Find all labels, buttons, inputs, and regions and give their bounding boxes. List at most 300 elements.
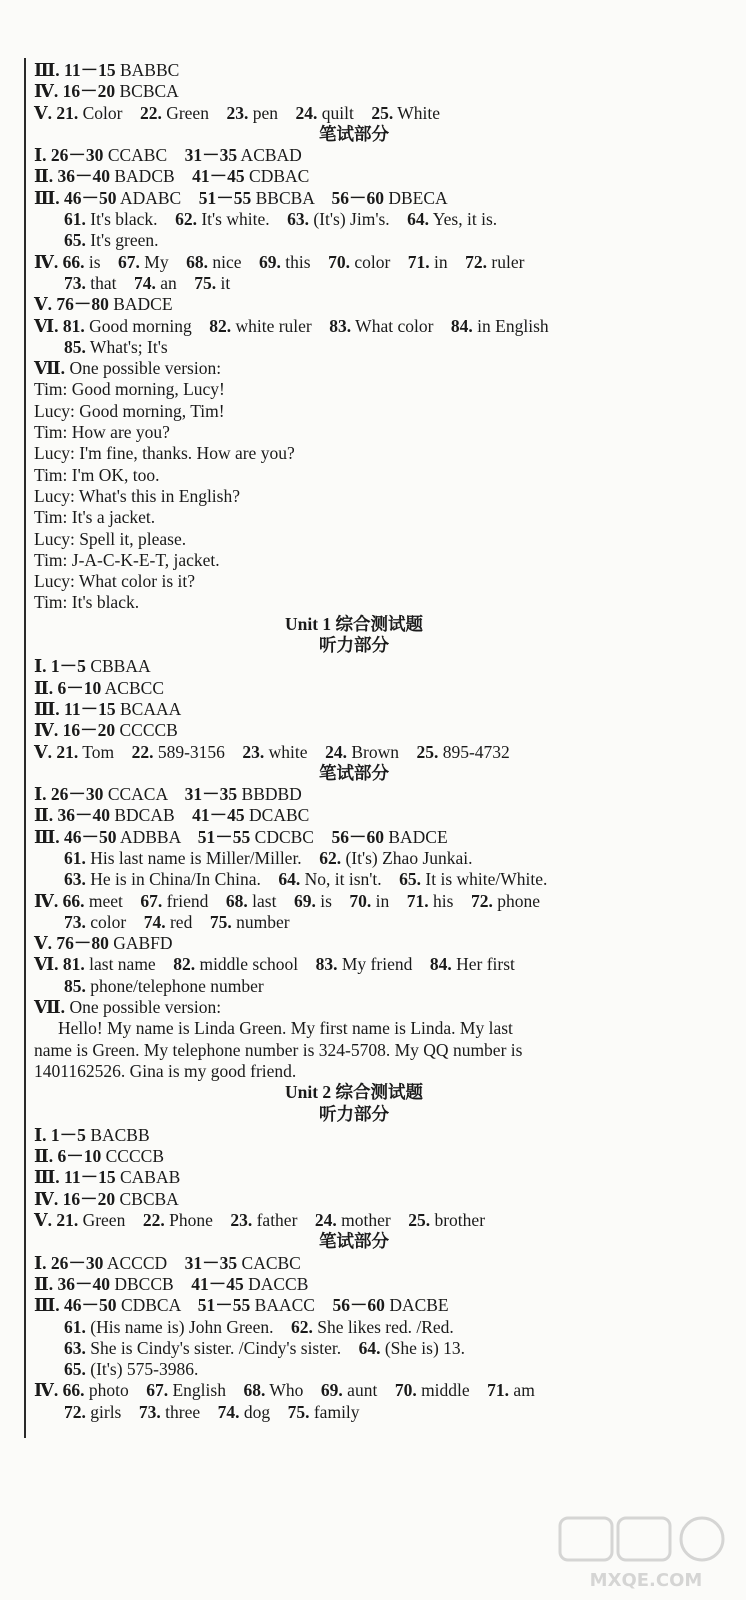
item-number: 69. xyxy=(293,890,316,911)
answer-line xyxy=(34,401,674,422)
item-number: 83. xyxy=(329,315,352,336)
item-number: 69. xyxy=(259,251,281,272)
item-number: Ⅲ. 46－50 xyxy=(34,1295,117,1316)
item-number: 68. xyxy=(186,251,208,272)
item-number: 56－60 xyxy=(331,187,384,208)
answer-text: BADCE xyxy=(383,826,448,847)
answer-text: is xyxy=(315,890,350,911)
answer-text: What color xyxy=(351,315,451,336)
answer-line xyxy=(34,635,674,656)
item-number: 25. xyxy=(408,1210,431,1231)
item-number: Ⅲ. 46－50 xyxy=(34,187,117,208)
watermark-graphic xyxy=(556,1514,736,1594)
answer-line xyxy=(34,1317,674,1338)
answer-line xyxy=(34,1210,674,1231)
answer-line xyxy=(34,81,674,102)
answer-line xyxy=(34,805,674,826)
item-number: Ⅳ. 16－20 xyxy=(34,81,116,102)
item-number: 70. xyxy=(349,890,372,911)
answer-line xyxy=(34,337,674,358)
answer-text: 1401162526. Gina is my good friend. xyxy=(34,1060,297,1081)
answer-text: Tim: I'm OK, too. xyxy=(34,464,160,485)
item-number: Ⅴ. 21. xyxy=(34,102,79,123)
answer-line xyxy=(34,252,674,273)
item-number: Ⅱ. 6－10 xyxy=(34,677,102,698)
answer-text: ACCCD xyxy=(103,1252,185,1273)
item-number: Ⅲ. 46－50 xyxy=(34,826,117,847)
answer-line xyxy=(34,763,674,784)
item-number: 74. xyxy=(134,272,156,293)
answer-text: No, it isn't. xyxy=(300,869,400,890)
item-number: 笔试部分 xyxy=(319,1231,389,1252)
answer-text: BAACC xyxy=(250,1295,333,1316)
answer-line xyxy=(34,614,674,635)
item-number: 70. xyxy=(394,1380,417,1401)
answer-text: Yes, it is. xyxy=(429,209,498,230)
item-number: 61. xyxy=(64,847,86,868)
answer-line xyxy=(34,592,674,613)
item-number: Ⅲ. 11－15 xyxy=(34,698,116,719)
item-number: 71. xyxy=(407,251,430,272)
answer-line xyxy=(34,1295,674,1316)
answer-line xyxy=(34,465,674,486)
answer-line xyxy=(34,1402,674,1423)
answer-text: ruler xyxy=(487,251,525,272)
answer-text: CDCBC xyxy=(250,826,332,847)
answer-text: name is Green. My telephone number is 324-5708. My QQ number is xyxy=(34,1039,523,1060)
answer-line xyxy=(34,1082,674,1103)
item-number: 23. xyxy=(242,741,265,762)
answer-text: (His name is) John Green. xyxy=(85,1316,291,1337)
item-number: 24. xyxy=(295,102,318,123)
answer-text: quilt xyxy=(317,102,372,123)
item-number: 64. xyxy=(278,869,301,890)
answer-line xyxy=(34,273,674,294)
item-number: 31－35 xyxy=(184,1252,238,1273)
answer-line xyxy=(34,1061,674,1082)
item-number: 41－45 xyxy=(192,805,245,826)
item-number: 31－35 xyxy=(184,784,238,805)
item-number: 22. xyxy=(139,102,162,123)
answer-line xyxy=(34,486,674,507)
answer-line xyxy=(34,1167,674,1188)
item-number: 63. xyxy=(64,869,86,890)
answer-line xyxy=(34,209,674,230)
answer-text: BBCBA xyxy=(251,187,332,208)
item-number: 73. xyxy=(64,911,86,932)
answer-line xyxy=(34,1380,674,1401)
answer-text: meet xyxy=(84,890,141,911)
answer-text: in English xyxy=(472,315,549,336)
answer-text: Lucy: Spell it, please. xyxy=(34,528,187,549)
item-number: 74. xyxy=(217,1401,240,1422)
item-number: 65. xyxy=(64,230,86,251)
item-number: Ⅰ. 26－30 xyxy=(34,1252,104,1273)
answer-text: Tim: It's black. xyxy=(34,592,140,613)
answer-text: DCABC xyxy=(244,805,310,826)
answer-line xyxy=(34,976,674,997)
answer-text: Brown xyxy=(346,741,417,762)
answer-line xyxy=(34,1189,674,1210)
item-number: 25. xyxy=(416,741,439,762)
item-number: 72. xyxy=(64,1401,86,1422)
answer-text: number xyxy=(231,911,290,932)
answer-line xyxy=(34,1274,674,1295)
item-number: Ⅳ. 16－20 xyxy=(34,1188,116,1209)
answer-text: friend xyxy=(162,890,226,911)
item-number: 22. xyxy=(142,1210,165,1231)
answer-line xyxy=(34,230,674,251)
item-number: Ⅴ. 21. xyxy=(34,741,79,762)
answer-text: Lucy: What's this in English? xyxy=(34,485,241,506)
answer-text: (She is) 13. xyxy=(380,1337,466,1358)
answer-text: 589-3156 xyxy=(153,741,243,762)
item-number: 68. xyxy=(243,1380,266,1401)
answer-text: phone/telephone number xyxy=(85,975,264,996)
answer-text: Phone xyxy=(164,1210,231,1231)
answer-line xyxy=(34,784,674,805)
item-number: 75. xyxy=(287,1401,310,1422)
answer-text: phone xyxy=(492,890,541,911)
item-number: 听力部分 xyxy=(319,1103,389,1124)
answer-text: Lucy: I'm fine, thanks. How are you? xyxy=(34,443,295,464)
answer-text: BADCB xyxy=(110,166,193,187)
answer-text: dog xyxy=(239,1401,288,1422)
answer-text: It's white. xyxy=(196,209,288,230)
item-number: 68. xyxy=(225,890,248,911)
answer-text: Green xyxy=(78,1210,143,1231)
item-number: 62. xyxy=(290,1316,313,1337)
answer-key-page xyxy=(34,60,674,1423)
answer-line xyxy=(34,316,674,337)
item-number: Ⅰ. 26－30 xyxy=(34,784,104,805)
item-number: 75. xyxy=(194,272,217,293)
answer-line xyxy=(34,529,674,550)
answer-text: ADABC xyxy=(116,187,199,208)
answer-line xyxy=(34,571,674,592)
item-number: 65. xyxy=(64,1359,86,1380)
answer-text: Tim: It's a jacket. xyxy=(34,507,156,528)
item-number: 84. xyxy=(450,315,473,336)
item-number: 75. xyxy=(209,911,232,932)
answer-line xyxy=(34,954,674,975)
answer-text: pen xyxy=(248,102,296,123)
answer-text: It's black. xyxy=(85,209,176,230)
answer-text: it xyxy=(216,272,231,293)
item-number: 64. xyxy=(358,1337,381,1358)
item-number: 听力部分 xyxy=(319,635,389,656)
item-number: 73. xyxy=(64,272,86,293)
answer-text: is xyxy=(84,251,119,272)
item-number: Ⅴ. 21. xyxy=(34,1210,79,1231)
answer-text: nice xyxy=(207,251,260,272)
answer-text: CDBAC xyxy=(244,166,310,187)
answer-text: CCCCB xyxy=(115,720,178,741)
answer-line xyxy=(34,124,674,145)
answer-text: Lucy: What color is it? xyxy=(34,571,196,592)
item-number: Ⅵ. 81. xyxy=(34,954,85,975)
answer-text: photo xyxy=(84,1380,147,1401)
answer-text: aunt xyxy=(342,1380,395,1401)
item-number: Ⅴ. 76－80 xyxy=(34,933,109,954)
answer-text: BACBB xyxy=(85,1124,150,1145)
answer-line xyxy=(34,699,674,720)
item-number: Unit 2 综合测试题 xyxy=(284,1082,424,1103)
answer-text: White xyxy=(393,102,441,123)
item-number: 31－35 xyxy=(184,145,238,166)
answer-text: CDBCA xyxy=(116,1295,198,1316)
answer-text: Color xyxy=(78,102,140,123)
answer-text: DBECA xyxy=(383,187,448,208)
answer-text: BCBCA xyxy=(115,81,179,102)
answer-line xyxy=(34,1040,674,1061)
answer-text: BCAAA xyxy=(115,698,182,719)
item-number: 72. xyxy=(470,890,493,911)
answer-text: that xyxy=(85,272,134,293)
item-number: 67. xyxy=(140,890,163,911)
answer-text: ADBBA xyxy=(116,826,198,847)
item-number: 69. xyxy=(320,1380,343,1401)
answer-text: red xyxy=(165,911,210,932)
item-number: 61. xyxy=(64,209,86,230)
item-number: 笔试部分 xyxy=(319,762,389,783)
answer-text: his xyxy=(428,890,471,911)
answer-line xyxy=(34,827,674,848)
answer-text: CABAB xyxy=(115,1167,181,1188)
item-number: Ⅱ. 6－10 xyxy=(34,1146,102,1167)
answer-text: mother xyxy=(336,1210,409,1231)
item-number: 41－45 xyxy=(191,1273,244,1294)
answer-text: an xyxy=(155,272,195,293)
answer-text: color xyxy=(349,251,408,272)
item-number: 84. xyxy=(429,954,452,975)
answer-text: white ruler xyxy=(231,315,330,336)
answer-line xyxy=(34,1359,674,1380)
answer-line xyxy=(34,848,674,869)
answer-line xyxy=(34,891,674,912)
item-number: 85. xyxy=(64,975,86,996)
item-number: Ⅰ. 1－5 xyxy=(34,1124,86,1145)
item-number: Ⅲ. 11－15 xyxy=(34,1167,116,1188)
item-number: Ⅰ. 26－30 xyxy=(34,145,104,166)
answer-text: last xyxy=(247,890,294,911)
answer-text: three xyxy=(160,1401,218,1422)
answer-text: One possible version: xyxy=(65,997,222,1018)
item-number: 23. xyxy=(230,1210,253,1231)
answer-line xyxy=(34,1253,674,1274)
item-number: 51－55 xyxy=(198,187,252,208)
item-number: Ⅱ. 36－40 xyxy=(34,805,110,826)
answer-text: color xyxy=(85,911,144,932)
answer-line xyxy=(34,1104,674,1125)
answer-text: Hello! My name is Linda Green. My first name is Linda. My last xyxy=(58,1018,513,1039)
item-number: 74. xyxy=(143,911,166,932)
answer-text: middle xyxy=(416,1380,488,1401)
item-number: Ⅶ. xyxy=(34,997,66,1018)
answer-text: What's; It's xyxy=(85,336,168,357)
answer-text: CBCBA xyxy=(115,1188,179,1209)
answer-line xyxy=(34,742,674,763)
answer-text: Who xyxy=(265,1380,321,1401)
answer-text: My xyxy=(139,251,187,272)
answer-line xyxy=(34,550,674,571)
answer-text: Her first xyxy=(451,954,515,975)
answer-line xyxy=(34,1018,674,1039)
answer-text: BADCE xyxy=(108,294,173,315)
answer-line xyxy=(34,656,674,677)
answer-text: family xyxy=(309,1401,360,1422)
answer-line xyxy=(34,1125,674,1146)
answer-line xyxy=(34,933,674,954)
answer-text: Lucy: Good morning, Tim! xyxy=(34,400,225,421)
answer-line xyxy=(34,869,674,890)
answer-text: girls xyxy=(85,1401,139,1422)
answer-text: BBDBD xyxy=(237,784,302,805)
item-number: 25. xyxy=(371,102,394,123)
answer-text: this xyxy=(280,251,329,272)
answer-text: It is white/White. xyxy=(421,869,548,890)
item-number: 65. xyxy=(399,869,422,890)
answer-text: CACBC xyxy=(237,1252,301,1273)
item-number: 82. xyxy=(209,315,232,336)
item-number: 51－55 xyxy=(197,826,251,847)
answer-line xyxy=(34,188,674,209)
item-number: Ⅶ. xyxy=(34,358,66,379)
answer-line xyxy=(34,145,674,166)
item-number: 62. xyxy=(319,847,342,868)
item-number: 67. xyxy=(118,251,140,272)
answer-text: Green xyxy=(161,102,227,123)
answer-text: She likes red. /Red. xyxy=(312,1316,454,1337)
answer-text: in xyxy=(371,890,407,911)
answer-line xyxy=(34,678,674,699)
item-number: 56－60 xyxy=(332,1295,385,1316)
item-number: Ⅲ. 11－15 xyxy=(34,60,116,80)
item-number: Ⅳ. 66. xyxy=(34,890,85,911)
answer-text: He is in China/In China. xyxy=(85,869,279,890)
answer-text: last name xyxy=(84,954,174,975)
answer-line xyxy=(34,294,674,315)
answer-text: am xyxy=(509,1380,535,1401)
answer-text: Tim: Good morning, Lucy! xyxy=(34,379,225,400)
answer-text: English xyxy=(168,1380,244,1401)
answer-line xyxy=(34,507,674,528)
left-margin-rule xyxy=(24,58,26,1438)
answer-text: Tim: J-A-C-K-E-T, jacket. xyxy=(34,549,220,570)
item-number: 71. xyxy=(487,1380,510,1401)
item-number: 67. xyxy=(146,1380,169,1401)
answer-line xyxy=(34,60,674,81)
answer-line xyxy=(34,1146,674,1167)
answer-text: CCABC xyxy=(103,145,185,166)
item-number: 70. xyxy=(328,251,350,272)
item-number: Ⅳ. 66. xyxy=(34,251,85,272)
answer-text: His last name is Miller/Miller. xyxy=(85,847,320,868)
answer-line xyxy=(34,443,674,464)
item-number: Ⅳ. 66. xyxy=(34,1380,85,1401)
answer-text: (It's) Jim's. xyxy=(308,209,408,230)
watermark-logo xyxy=(556,1514,736,1594)
answer-text: DACCB xyxy=(243,1273,309,1294)
answer-line xyxy=(34,166,674,187)
answer-text: Tim: How are you? xyxy=(34,422,170,443)
answer-line xyxy=(34,720,674,741)
answer-text: ACBAD xyxy=(237,145,302,166)
answer-text: BDCAB xyxy=(110,805,193,826)
answer-text: She is Cindy's sister. /Cindy's sister. xyxy=(85,1337,359,1358)
item-number: 61. xyxy=(64,1316,86,1337)
item-number: 56－60 xyxy=(331,826,384,847)
item-number: 24. xyxy=(314,1210,337,1231)
answer-text: DBCCB xyxy=(110,1273,192,1294)
item-number: 82. xyxy=(173,954,196,975)
item-number: 72. xyxy=(465,251,488,272)
item-number: Ⅳ. 16－20 xyxy=(34,720,116,741)
item-number: 73. xyxy=(138,1401,161,1422)
item-number: Ⅰ. 1－5 xyxy=(34,656,86,677)
item-number: 85. xyxy=(64,336,86,357)
answer-line xyxy=(34,379,674,400)
answer-text: CBBAA xyxy=(85,656,151,677)
answer-text: middle school xyxy=(195,954,316,975)
answer-line xyxy=(34,1231,674,1252)
item-number: 笔试部分 xyxy=(319,123,389,144)
item-number: 71. xyxy=(406,890,429,911)
svg-text:MXQE.COM: MXQE.COM xyxy=(589,1570,703,1591)
item-number: 62. xyxy=(175,209,197,230)
item-number: 24. xyxy=(325,741,347,762)
answer-text: (It's) 575-3986. xyxy=(85,1359,199,1380)
item-number: Ⅵ. 81. xyxy=(34,315,85,336)
answer-line xyxy=(34,358,674,379)
answer-text: white xyxy=(264,741,326,762)
item-number: 64. xyxy=(407,209,430,230)
answer-text: CCACA xyxy=(103,784,185,805)
answer-text: (It's) Zhao Junkai. xyxy=(341,847,473,868)
answer-line xyxy=(34,103,674,124)
item-number: 51－55 xyxy=(197,1295,251,1316)
answer-text: ACBCC xyxy=(101,677,164,698)
item-number: Unit 1 综合测试题 xyxy=(284,613,424,634)
answer-line xyxy=(34,997,674,1018)
answer-text: DACBE xyxy=(384,1295,449,1316)
answer-text: brother xyxy=(430,1210,486,1231)
answer-text: My friend xyxy=(337,954,430,975)
item-number: 41－45 xyxy=(192,166,245,187)
answer-text: in xyxy=(429,251,466,272)
answer-line xyxy=(34,912,674,933)
answer-text: It's green. xyxy=(85,230,159,251)
answer-text: Tom xyxy=(78,741,132,762)
answer-text: BABBC xyxy=(115,60,180,80)
answer-text: GABFD xyxy=(108,933,173,954)
answer-line xyxy=(34,1338,674,1359)
item-number: 83. xyxy=(315,954,338,975)
answer-text: CCCCB xyxy=(101,1146,164,1167)
item-number: 63. xyxy=(287,209,309,230)
answer-line xyxy=(34,422,674,443)
item-number: 63. xyxy=(64,1337,86,1358)
item-number: 23. xyxy=(226,102,249,123)
answer-text: 895-4732 xyxy=(438,741,510,762)
answer-text: One possible version: xyxy=(65,358,222,379)
answer-text: Good morning xyxy=(84,315,210,336)
item-number: 22. xyxy=(131,741,154,762)
item-number: Ⅱ. 36－40 xyxy=(34,166,110,187)
item-number: Ⅱ. 36－40 xyxy=(34,1273,110,1294)
item-number: Ⅴ. 76－80 xyxy=(34,294,109,315)
answer-text: father xyxy=(252,1210,315,1231)
